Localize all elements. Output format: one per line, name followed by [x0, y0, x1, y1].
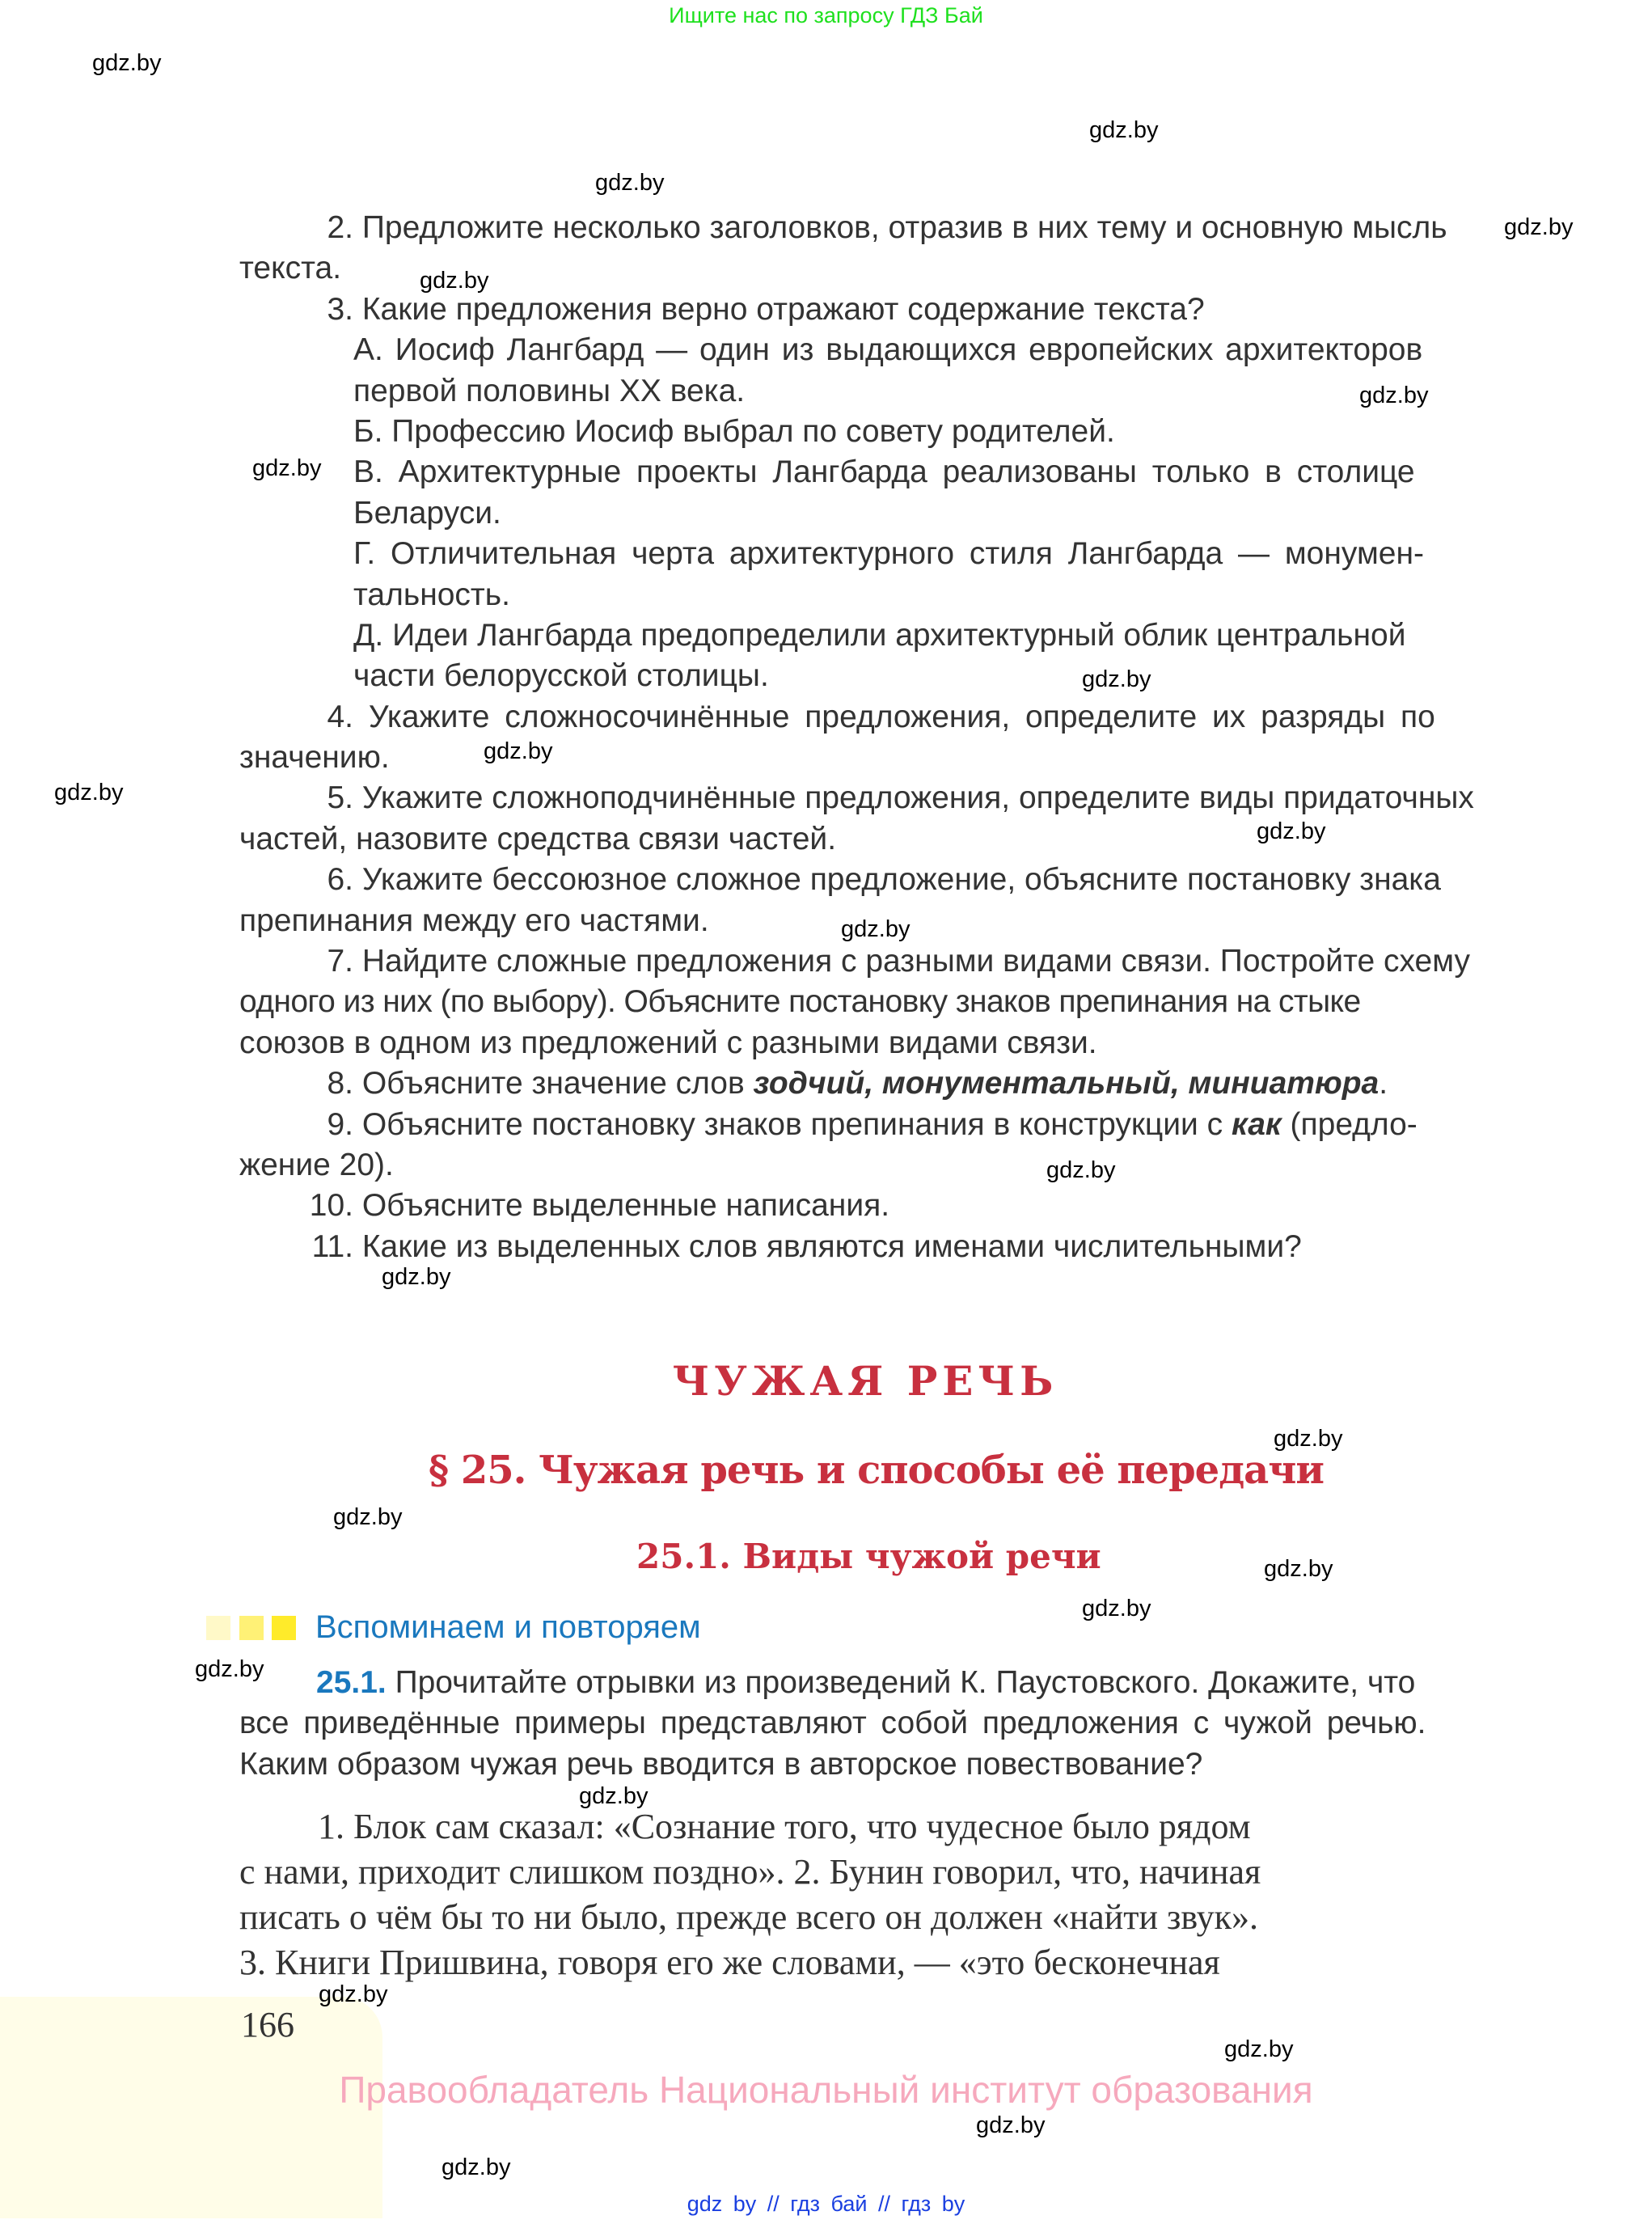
emphasized-word: как: [1232, 1106, 1282, 1142]
option-g: Г. Отличительная черта архитектурного стиля Лангбарда — монумен-: [353, 536, 1424, 572]
option-v-cont: Беларуси.: [353, 495, 501, 531]
question-11: 11. Какие из выделенных слов являются именами числительными?: [311, 1228, 1302, 1264]
watermark: gdz.by: [252, 455, 322, 481]
watermark: gdz.by: [92, 50, 162, 76]
watermark: gdz.by: [420, 268, 489, 294]
question-10: 10. Объясните выделенные написания.: [309, 1188, 890, 1224]
watermark: gdz.by: [1264, 1556, 1333, 1582]
option-v: В. Архитектурные проекты Лангбарда реализованы только в столице: [353, 455, 1415, 490]
question-3: 3. Какие предложения верно отражают содержание текста?: [327, 291, 1205, 327]
watermark: gdz.by: [1504, 214, 1574, 240]
question-2: 2. Предложите несколько заголовков, отразив в них тему и основную мысль: [327, 210, 1447, 245]
square-icon-bright: [272, 1616, 296, 1640]
search-banner: Ищите нас по запросу ГДЗ Бай: [669, 3, 983, 27]
watermark: gdz.by: [1224, 2036, 1294, 2062]
option-b: Б. Профессию Иосиф выбрал по совету родителей.: [353, 413, 1115, 449]
question-7-cont: одного из них (по выбору). Объясните постановку знаков препинания на стыке: [239, 984, 1361, 1020]
task-line-3: Каким образом чужая речь вводится в авторское повествование?: [239, 1746, 1203, 1782]
task-number: 25.1.: [316, 1665, 387, 1700]
watermark: gdz.by: [1082, 666, 1151, 692]
square-icon-light: [206, 1616, 230, 1640]
footer-links[interactable]: gdz by // гдз бай // гдз by: [687, 2192, 965, 2216]
option-a-cont: первой половины XX века.: [353, 373, 746, 408]
watermark: gdz.by: [976, 2112, 1046, 2138]
watermark: gdz.by: [442, 2154, 511, 2180]
option-d: Д. Идеи Лангбарда предопределили архитектурный облик центральной: [353, 617, 1406, 653]
option-a: А. Иосиф Лангбард — один из выдающихся европейских архитекторов: [353, 332, 1423, 368]
watermark: gdz.by: [1089, 117, 1159, 143]
question-9: 9. Объясните постановку знаков препинания в конструкции с как (предло-: [327, 1106, 1418, 1142]
question-6: 6. Укажите бессоюзное сложное предложение, объясните постановку знака: [327, 862, 1441, 898]
paragraph-title: § 25. Чужая речь и способы её передачи: [429, 1448, 1325, 1493]
emphasized-words: зодчий, монументальный, миниатюра: [753, 1066, 1379, 1101]
watermark: gdz.by: [319, 1981, 388, 2007]
watermark: gdz.by: [579, 1783, 649, 1809]
square-icon-medium: [239, 1616, 264, 1640]
chapter-title: ЧУЖАЯ РЕЧЬ: [672, 1357, 1058, 1405]
watermark: gdz.by: [333, 1504, 403, 1530]
watermark: gdz.by: [195, 1656, 264, 1682]
watermark: gdz.by: [1257, 818, 1326, 844]
question-5-cont: частей, назовите средства связи частей.: [239, 821, 837, 856]
watermark: gdz.by: [1082, 1596, 1151, 1621]
excerpt-line-4: 3. Книги Пришвина, говоря его же словами, — «это бесконечная: [239, 1943, 1220, 1982]
watermark: gdz.by: [484, 738, 553, 764]
page-number: 166: [241, 2005, 294, 2044]
watermark: gdz.by: [1046, 1157, 1116, 1183]
task-25-1: 25.1. Прочитайте отрывки из произведений К. Паустовского. Докажите, что все приведённые примеры представляют собой предложения с чужой речью. Каким образом чужая речь вводится в авторское повествование?: [239, 1663, 1489, 1785]
question-2-cont: текста.: [239, 251, 342, 286]
option-d-cont: части белорусской столицы.: [353, 658, 769, 694]
excerpt-text: [239, 1804, 1489, 1985]
watermark: gdz.by: [841, 916, 911, 942]
watermark: gdz.by: [54, 780, 124, 805]
watermark: gdz.by: [1274, 1426, 1343, 1452]
watermark: gdz.by: [1359, 383, 1429, 408]
question-7-cont2: союзов в одном из предложений с разными видами связи.: [239, 1025, 1097, 1060]
questions-list: [239, 208, 1489, 1267]
watermark: gdz.by: [595, 170, 665, 196]
rights-holder-notice: Правообладатель Национальный институт образования: [339, 2069, 1313, 2111]
question-4-cont: значению.: [239, 740, 390, 776]
excerpt-line-2: с нами, приходит слишком поздно». 2. Бунин говорил, что, начиная: [239, 1852, 1261, 1892]
excerpt-line-3: писать о чём бы то ни было, прежде всего он должен «найти звук».: [239, 1897, 1259, 1937]
excerpt-line-1: 1. Блок сам сказал: «Сознание того, что чудесное было рядом: [318, 1807, 1251, 1846]
question-7: 7. Найдите сложные предложения с разными видами связи. Постройте схему: [327, 944, 1470, 979]
subsection-title: 25.1. Виды чужой речи: [636, 1537, 1101, 1576]
section-label: Вспоминаем и повторяем: [315, 1609, 701, 1645]
question-9-cont: жение 20).: [239, 1147, 394, 1182]
task-line-2: все приведённые примеры представляют собой предложения с чужой речью.: [239, 1706, 1426, 1741]
option-g-cont: тальность.: [353, 577, 510, 612]
question-5: 5. Укажите сложноподчинённые предложения, определите виды придаточных: [327, 780, 1474, 816]
question-8: 8. Объясните значение слов зодчий, монументальный, миниатюра.: [327, 1066, 1388, 1101]
question-6-cont: препинания между его частями.: [239, 903, 709, 938]
watermark: gdz.by: [382, 1264, 451, 1290]
question-4: 4. Укажите сложносочинённые предложения, определите их разряды по: [327, 699, 1435, 734]
